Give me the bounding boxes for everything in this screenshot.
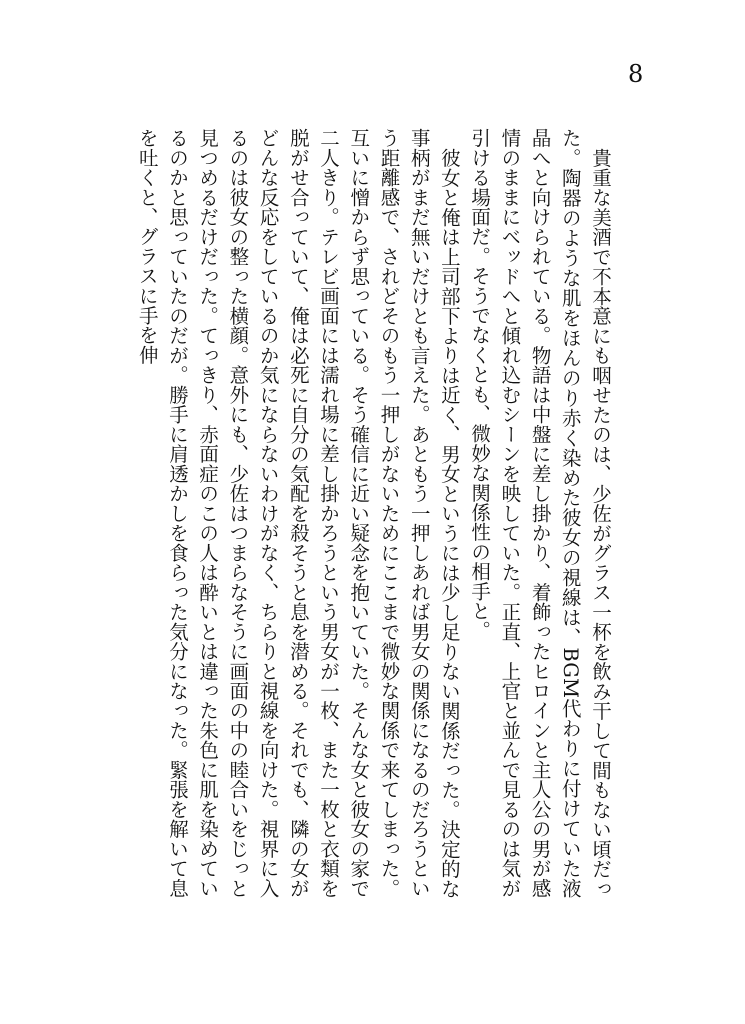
paragraph-2: 彼女と俺は上司部下よりは近く、男女というには少し足りない関係だった。決定的な事柄がまだ無いだけとも言えた。あともう一押しあれば男女の関係になるのだろうという距離感で、されどそのもう一押しがないためにここまで微妙な関係で来てしまった。互いに憎からず思っている。そう確信に近い疑念を抱いていた。そんな女と彼女の家で二人きり。テレビ画面には濡れ場に差し掛かろうという男女が一枚、また一枚と衣類を脱がせ合っていて、俺は必死に自分の気配を殺そうと息を潜める。それでも、隣の女がどんな反応をしているのか気にならないわけがなく、ちらりと視線を向けた。視界に入るのは彼女の整った横顔。意外にも、少佐はつまらなそうに画面の中の睦合いをじっと見つめるだけだった。てっきり、赤面症のこの人は酔いとは違った朱色に肌を染めているのかと思っていたのだが。勝手に肩透かしを食らった気分になった。緊張を解いて息を吐くと、グラスに手を伸	[135, 128, 461, 898]
page-number: 8	[628, 60, 644, 88]
body-text	[135, 128, 615, 898]
paragraph-1: 貴重な美酒で不本意にも咽せたのは、少佐がグラス一杯を飲み干して間もない頃だった。陶器のような肌をほんのり赤く染めた彼女の視線は、BGM代わりに付けていた液晶へと向けられている。物語は中盤に差し掛かり、着飾ったヒロインと主人公の男が感情のままにベッドへと傾れ込むシーンを映していた。正直、上官と並んで見るのは気が引ける場面だ。そうでなくとも、微妙な関係性の相手と。	[468, 128, 612, 898]
